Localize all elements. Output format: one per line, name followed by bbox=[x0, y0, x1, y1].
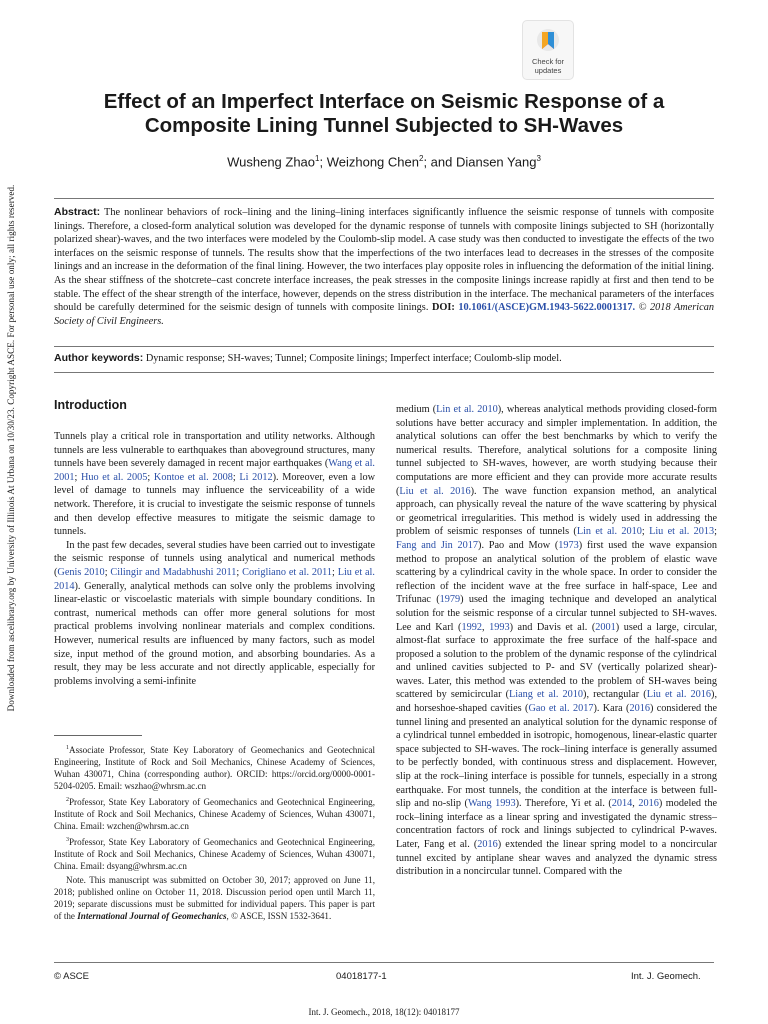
text-run: ; bbox=[232, 471, 240, 483]
text-run: ; bbox=[147, 471, 154, 483]
ref-link[interactable]: Liang et al. 2010 bbox=[509, 689, 584, 701]
text-run: ) used the imaging technique and developed an analytical solution for the seismic response of a circular tunnel subjected to SH-waves. Lee and Karl ( bbox=[396, 594, 717, 633]
text-run: ), whereas analytical methods providing closed-form solutions have better accuracy and simpler implementation. In addition, the analytical solutions can offer the best benchmarks by which to verify the numerical results. Therefore, analytical solutions for a composite lining tunnel subjected to SH-waves, however, are worth studying because their computations are more efficient and they can provide more accurate results ( bbox=[396, 404, 718, 497]
ref-link[interactable]: 1979 bbox=[439, 594, 461, 606]
text-run: ). Generally, analytical methods can solve only the problems involving linear-elastic or viscoelastic materials with simple boundary conditions. In contrast, numerical methods can offer more general solutions for most practical problems involving nonlinear materials and complex conditions. However, numerical results are influenced by many factors, such as model size, input method of the ground motion, and absorbing boundaries. As a result, they may be less accurate and not directly applicable, especially for problems involving a semi-infinite bbox=[54, 580, 375, 687]
text-run: ) considered the tunnel lining and presented an analytical solution for the dynamic response of a cylindrical tunnel embedded in isotropic, homogenous, linear-elastic quarter space subjected to SH-waves. The rock–lining interface is generally assumed to be perfectly bonded, with continuous stress and displacement. However, slip at the rock–lining interface is possible for tunnels, especially in a strong earthquake. For most tunnels, the condition at the interface is between full-slip and no-slip ( bbox=[396, 703, 718, 810]
author-keywords bbox=[54, 352, 714, 364]
keywords-label: Author keywords: bbox=[54, 352, 144, 364]
ref-link[interactable]: Liu et al. 2014 bbox=[54, 566, 375, 592]
intro-paragraph-1 bbox=[54, 430, 375, 539]
journal-name: International Journal of Geomechanics bbox=[77, 911, 227, 922]
text-run: ) modeled the rock–lining interface as a linear spring and investigated the dynamic stress–concentration factors of rock and linings subjected to cylindrical P-waves. Later, Fang et al. ( bbox=[396, 798, 718, 850]
text-run: ; bbox=[236, 566, 243, 578]
footer-rule bbox=[54, 962, 714, 963]
text-run: ), and horseshoe-shaped cavities ( bbox=[396, 689, 718, 715]
text-run: ) used a large, circular, almost-flat surface to approximate the free surface of the half-space and proposed a solution to the problem of the dynamic response of the cylindrical and unlined cavities subjected to P- and SV (vertically polarized shear)-waves. Later, this method was extended to the problem of SH-waves being scattered by semicircular ( bbox=[396, 621, 718, 701]
text-run: medium ( bbox=[396, 404, 437, 415]
text-run: ; bbox=[714, 526, 718, 538]
ref-link[interactable]: 2016 bbox=[629, 703, 650, 715]
doi-label: DOI: bbox=[431, 302, 459, 314]
title-line-2: Composite Lining Tunnel Subjected to SH-Waves bbox=[144, 114, 624, 137]
paper-title bbox=[40, 90, 728, 138]
ref-link[interactable]: 2014 bbox=[611, 798, 633, 810]
intro-paragraph-2 bbox=[54, 539, 375, 689]
text-run: In the past few decades, several studies have been carried out to investigate the seismic response of tunnels using analytical and numerical methods ( bbox=[54, 539, 375, 578]
author-1-affil: 1 bbox=[315, 154, 320, 163]
right-column bbox=[396, 403, 717, 879]
ref-link[interactable]: Huo et al. 2005 bbox=[81, 471, 148, 483]
footer-journal: Int. J. Geomech. bbox=[631, 971, 701, 982]
crossmark-icon bbox=[535, 27, 561, 57]
footnote-marker: 2 bbox=[66, 797, 69, 804]
footer-article-number: 04018177-1 bbox=[336, 971, 387, 982]
download-notice-text: Downloaded from ascelibrary.org by University of Illinois At Urbana on 10/30/23. Copyright ASCE. For personal use only; all rights reserved. bbox=[6, 184, 16, 712]
footnote-marker: 1 bbox=[66, 745, 69, 751]
citation-line: Int. J. Geomech., 2018, 18(12): 04018177 bbox=[308, 1007, 460, 1017]
text-run: ). Therefore, Yi et al. ( bbox=[515, 798, 612, 810]
ref-link[interactable]: Kontoe et al. 2008 bbox=[153, 471, 233, 483]
footer-copyright: © ASCE bbox=[54, 971, 89, 982]
ref-link[interactable]: Liu et al. 2016 bbox=[646, 689, 712, 701]
ref-link[interactable]: 2016 bbox=[638, 798, 659, 810]
ref-link[interactable]: Corigliano et al. 2011 bbox=[242, 566, 332, 578]
text-run: ; bbox=[331, 566, 338, 578]
abstract-copyright: © 2018 American Society of Civil Engineers. bbox=[54, 302, 714, 327]
text-run: ). Kara ( bbox=[593, 703, 630, 715]
badge-label-line2: updates bbox=[534, 66, 562, 75]
footnote-text: Professor, State Key Laboratory of Geomechanics and Geotechnical Engineering, Institute of Rock and Soil Mechanics, Chinese Academy of Sciences, Wuhan 430071, China. Email: wzchen@whrsm.ac.cn bbox=[54, 797, 375, 832]
check-for-updates-badge[interactable] bbox=[522, 20, 574, 80]
footnote-text: Associate Professor, State Key Laboratory of Geomechanics and Geotechnical Engineering, Institute of Rock and Soil Mechanics, Chinese Academy of Sciences, Wuhan 430071, China (corresponding author). ORCID: https://orcid.org/0000-0001-5204-0205. Email: wszhao@whrsm.ac.cn bbox=[54, 745, 375, 792]
note-text: , © ASCE, ISSN 1532-3641. bbox=[226, 911, 332, 922]
author-3-affil: 3 bbox=[536, 154, 541, 163]
text-run: Tunnels play a critical role in transportation and utility networks. Although tunnels are less vulnerable to earthquakes than aboveground structures, many tunnels have been severely damaged in recent major earthquakes ( bbox=[54, 431, 375, 470]
note-text: Note. This manuscript was submitted on October 30, 2017; approved on June 11, 2018; published online on October 11, 2018. Discussion period open until March 11, 2019; separate discussions must be submitted for individual papers. This paper is part of the bbox=[54, 875, 375, 922]
text-run: ), rectangular ( bbox=[583, 689, 647, 701]
text-run: , bbox=[481, 621, 490, 633]
ref-link[interactable]: Genis 2010 bbox=[57, 566, 105, 578]
abstract-body: The nonlinear behaviors of rock–lining and the lining–lining interfaces significantly influence the seismic response of tunnels with composite linings. Therefore, a closed-form analytical solution was developed for the dynamic response of tunnels with composite linings subjected to SH (horizontally polarized shear)-waves, and the two interfaces were modeled by the Coulomb-slip model. A case study was then conducted to investigate the effects of the two interfaces on the seismic response of tunnels. The results show that the imperfections of the two interfaces lead to decreases in the stresses of the composite linings and an increase in the deformation of the final lining. However, the two interfaces play opposite roles in influencing the deformation of the initial lining. As the shear stiffness of the shotcrete–cast concrete interface increases, the peak stresses in the composite linings increase rapidly at first and then tend to be stable. The effect of the shear strength of the interface, however, depends on the stress distribution in the interface. The mechanical parameters of the interfaces should be carefully determined for the seismic design of tunnels with composite linings. bbox=[54, 207, 714, 314]
text-run: ; bbox=[641, 526, 650, 538]
ref-link[interactable]: Lin et al. 2010 bbox=[576, 526, 642, 538]
right-paragraph bbox=[396, 403, 717, 879]
abstract bbox=[54, 206, 714, 328]
ref-link[interactable]: Lin et al. 2010 bbox=[436, 404, 498, 415]
text-run: , bbox=[632, 798, 639, 810]
ref-link[interactable]: Wang 1993 bbox=[467, 798, 516, 810]
text-run: ). The wave function expansion method, an analytical approach, can physically reveal the nature of the wave scattering by physical or geometrical irregularities. This method is widely used in addressing the problem of seismic responses of tunnels ( bbox=[396, 485, 717, 538]
keywords-text: Dynamic response; SH-waves; Tunnel; Composite linings; Imperfect interface; Coulomb-slip model. bbox=[143, 353, 562, 364]
download-side-note bbox=[0, 0, 22, 1024]
footnote-marker: 3 bbox=[66, 837, 69, 844]
author-2-affil: 2 bbox=[418, 154, 424, 163]
author-list bbox=[40, 154, 728, 169]
text-run: ; bbox=[104, 566, 111, 578]
text-run: ). Moreover, even a low level of damage to tunnels may influence the serviceability of a wide network. Therefore, it is crucial to investigate the seismic response of tunnels and then develop effective measures to mitigate the seismic damage to tunnels. bbox=[54, 471, 375, 538]
author-2: ; Weizhong Chen bbox=[319, 154, 419, 170]
footnote-2 bbox=[54, 794, 375, 832]
ref-link[interactable]: 1992 bbox=[461, 621, 482, 633]
abstract-label: Abstract: bbox=[54, 206, 101, 218]
title-line-1: Effect of an Imperfect Interface on Seismic Response of a bbox=[103, 90, 665, 113]
ref-link[interactable]: 2001 bbox=[595, 621, 616, 633]
ref-link[interactable]: Gao et al. 2017 bbox=[528, 703, 594, 715]
ref-link[interactable]: Liu et al. 2013 bbox=[649, 526, 715, 538]
manuscript-note bbox=[54, 874, 375, 922]
text-run: ) and Davis et al. ( bbox=[509, 621, 596, 633]
ref-link[interactable]: Liu et al. 2016 bbox=[399, 485, 471, 497]
abstract-mid-rule bbox=[54, 346, 714, 347]
left-column bbox=[54, 430, 375, 688]
author-3: ; and Diansen Yang bbox=[423, 154, 537, 170]
text-run: ; bbox=[74, 471, 81, 483]
footnote-text: Professor, State Key Laboratory of Geomechanics and Geotechnical Engineering, Institute of Rock and Soil Mechanics, Chinese Academy of Sciences, Wuhan 430071, China. Email: dsyang@whrsm.ac.cn bbox=[54, 837, 375, 872]
footnote-1 bbox=[54, 742, 375, 792]
footnotes bbox=[54, 742, 375, 924]
introduction-heading: Introduction bbox=[54, 398, 127, 412]
ref-link[interactable]: 1973 bbox=[558, 539, 579, 551]
ref-link[interactable]: Fang and Jin 2017 bbox=[396, 539, 479, 551]
text-run: ) extended the linear spring model to a noncircular tunnel excited by antiplane shear waves and analyzed the dynamic stress distribution in a noncircular tunnel. Compared with the bbox=[396, 839, 717, 878]
footnote-3 bbox=[54, 834, 375, 872]
keywords-bottom-rule bbox=[54, 372, 714, 373]
badge-label-line1: Check for bbox=[531, 57, 565, 66]
ref-link[interactable]: Li 2012 bbox=[239, 471, 273, 483]
doi-link[interactable]: 10.1061/(ASCE)GM.1943-5622.0001317. bbox=[458, 302, 636, 314]
ref-link[interactable]: Cilingir and Madabhushi 2011 bbox=[110, 566, 237, 578]
abstract-top-rule bbox=[54, 198, 714, 199]
text-run: ). Pao and Mow ( bbox=[478, 539, 559, 551]
ref-link[interactable]: Wang et al. 2001 bbox=[54, 458, 375, 483]
ref-link[interactable]: 2016 bbox=[477, 839, 498, 850]
author-1: Wusheng Zhao bbox=[227, 154, 316, 170]
footnote-rule bbox=[54, 735, 142, 736]
ref-link[interactable]: 1993 bbox=[489, 621, 510, 633]
text-run: ) first used the wave expansion method to propose an analytical solution of the problem of elastic wave scattering by a cylindrical cavity in the whole space. In order to consider the reflection of the incident wave at the free surface in half-space, Lee and Trifunac ( bbox=[396, 539, 718, 606]
